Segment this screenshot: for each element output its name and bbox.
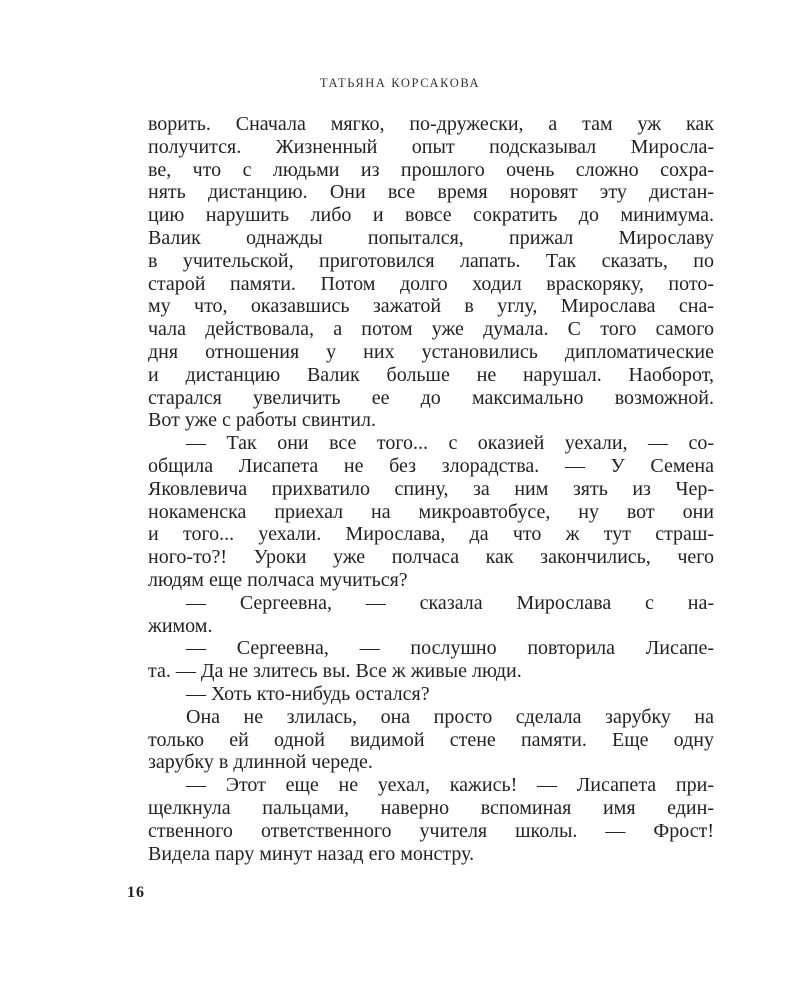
text-line: старался увеличить ее до максимально возможной. bbox=[148, 386, 714, 409]
text-line: Яковлевича прихватило спину, за ним зять из Чер- bbox=[148, 477, 714, 500]
text-line: дня отношения у них установились дипломатические bbox=[148, 340, 714, 363]
text-line: получится. Жизненный опыт подсказывал Миросла- bbox=[148, 135, 714, 158]
text-line: старой памяти. Потом долго ходил враскоряку, пото- bbox=[148, 272, 714, 295]
text-line: — Этот еще не уехал, кажись! — Лисапета при- bbox=[186, 774, 714, 797]
text-line: Она не злилась, она просто сделала зарубку на bbox=[186, 705, 714, 728]
text-line: чала действовала, а потом уже думала. С того самого bbox=[148, 318, 714, 341]
text-line: ве, что с людьми из прошлого очень сложно сохра- bbox=[148, 158, 714, 181]
text-line: цию нарушить либо и вовсе сократить до минимума. bbox=[148, 204, 714, 227]
body-text bbox=[148, 113, 714, 865]
text-line: та. — Да не злитесь вы. Все ж живые люди. bbox=[148, 660, 522, 683]
text-line: ственного ответственного учителя школы. — Фрост! bbox=[148, 819, 714, 842]
text-line: Валик однажды попытался, прижал Мирославу bbox=[148, 226, 714, 249]
text-line: ворить. Сначала мягко, по-дружески, а там уж как bbox=[148, 113, 714, 135]
text-line: нокаменска приехал на микроавтобусе, ну вот они bbox=[148, 500, 714, 523]
text-line: общила Лисапета не без злорадства. — У Семена bbox=[148, 454, 714, 477]
text-line: ного-то?! Уроки уже полчаса как закончились, чего bbox=[148, 546, 714, 569]
text-line: жимом. bbox=[148, 614, 213, 637]
text-line: и того... уехали. Мирослава, да что ж тут страш- bbox=[148, 523, 714, 546]
text-line: — Сергеевна, — послушно повторила Лисапе- bbox=[186, 637, 714, 660]
running-header: ТАТЬЯНА КОРСАКОВА bbox=[319, 76, 481, 90]
text-line: нять дистанцию. Они все время норовят эту дистан- bbox=[148, 181, 714, 204]
text-line: — Так они все того... с оказией уехали, — со- bbox=[186, 432, 714, 455]
text-line: му что, оказавшись зажатой в углу, Мирослава сна- bbox=[148, 295, 714, 318]
text-line: только ей одной видимой стене памяти. Еще одну bbox=[148, 728, 714, 751]
text-line: — Хоть кто-нибудь остался? bbox=[186, 682, 430, 705]
page-number: 16 bbox=[127, 884, 145, 901]
text-line: людям еще полчаса мучиться? bbox=[148, 568, 408, 591]
text-line: зарубку в длинной череде. bbox=[148, 751, 373, 774]
text-line: щелкнула пальцами, наверно вспоминая имя един- bbox=[148, 796, 714, 819]
text-line: Вот уже с работы свинтил. bbox=[148, 409, 376, 432]
text-line: — Сергеевна, — сказала Мирослава с на- bbox=[186, 591, 714, 614]
text-line: и дистанцию Валик больше не нарушал. Наоборот, bbox=[148, 363, 714, 386]
text-line: в учительской, приготовился лапать. Так сказать, по bbox=[148, 249, 714, 272]
text-line: Видела пару минут назад его монстру. bbox=[148, 842, 475, 865]
